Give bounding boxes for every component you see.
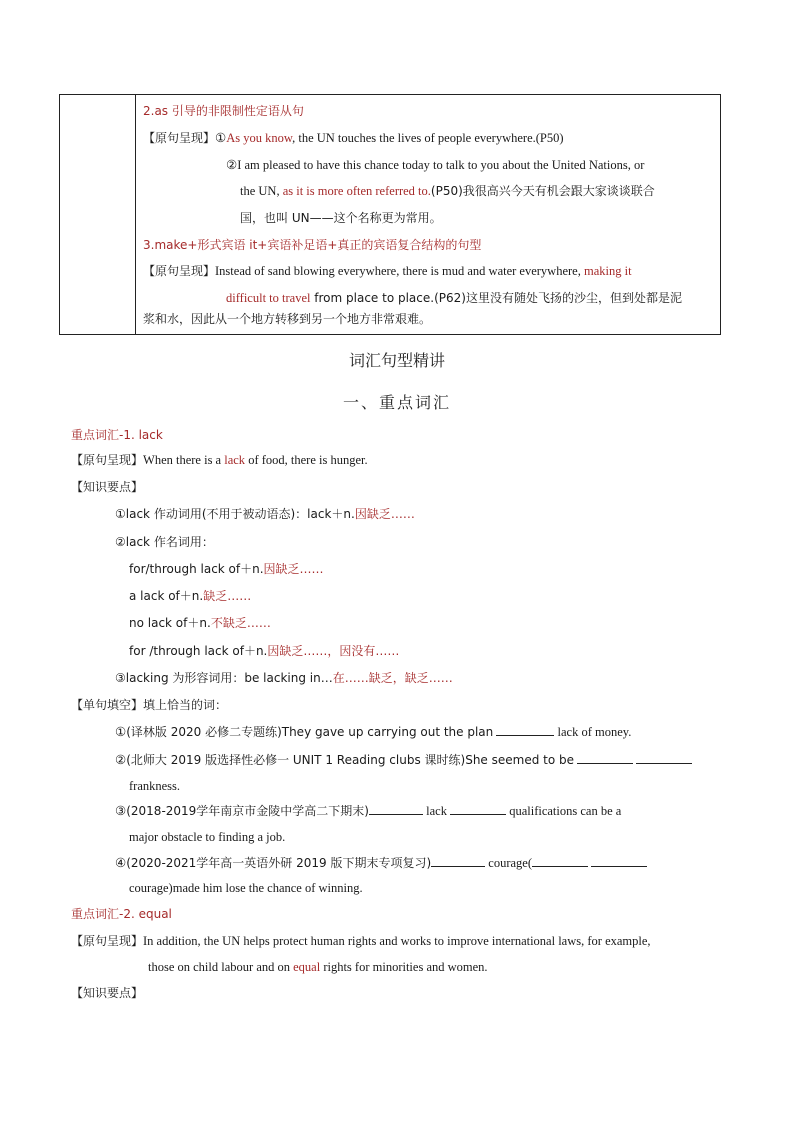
vocab1-original xyxy=(71,452,368,468)
vocab1-points-label: 【知识要点】 xyxy=(71,480,144,494)
p1-red: 因缺乏…… xyxy=(354,507,415,521)
q1-num: ① xyxy=(115,725,127,739)
main-heading: 词汇句型精讲 xyxy=(348,351,445,370)
q2-text: (北师大 2019 版选择性必修一 UNIT 1 Reading clubs 课时练)She seemed to be xyxy=(126,753,575,767)
q1-text: (译林版 2020 必修二专题练)They gave up carrying out the plan xyxy=(126,725,494,739)
s2-item2-line2 xyxy=(240,183,655,199)
question-2 xyxy=(115,752,692,768)
vocab1-point2 xyxy=(115,534,214,550)
vocab1-point3 xyxy=(115,670,453,686)
p2c-red: 不缺乏…… xyxy=(210,616,271,630)
q4-num: ④ xyxy=(115,856,127,870)
s3-label: 【原句呈现】 xyxy=(143,264,216,278)
q3-end: qualifications can be a xyxy=(506,804,622,818)
fill-instruction: 填上恰当的词： xyxy=(143,698,228,712)
s3-line2-red: difficult to travel xyxy=(226,291,311,305)
p2a-red: 因缺乏…… xyxy=(263,562,324,576)
vocab1-orig-start: When there is a xyxy=(143,453,225,467)
vocab1-point2d xyxy=(129,643,399,659)
q4-blank-2[interactable] xyxy=(532,855,588,867)
q4-mid: courage( xyxy=(485,856,533,870)
s2-item2-line3: 国，也叫 UN——这个名称更为常用。 xyxy=(240,211,442,225)
q3-blank-2[interactable] xyxy=(450,803,506,815)
p2d-text: for /through lack of＋n. xyxy=(129,644,268,658)
q4-text: (2020-2021学年高一英语外研 2019 版下期末专项复习) xyxy=(126,856,432,870)
question-4 xyxy=(115,855,647,871)
s2-item2-line2-red: as it is more often referred to. xyxy=(282,184,431,198)
q3-text: (2018-2019学年南京市金陵中学高二下期末) xyxy=(126,804,369,818)
s3-line1-start: Instead of sand blowing everywhere, there is mud and water everywhere, xyxy=(215,264,584,278)
vocab2-title: 重点词汇-2. equal xyxy=(71,907,172,921)
vocab1-title: 重点词汇-1. lack xyxy=(71,428,163,442)
p3-num: ③ xyxy=(115,671,126,685)
section3-title: 3.make+形式宾语 it+宾语补足语+真正的宾语复合结构的句型 xyxy=(143,238,482,252)
sub-heading: 一、重点词汇 xyxy=(342,393,451,412)
q3-mid: lack xyxy=(423,804,451,818)
s3-line2 xyxy=(226,290,682,306)
vocab2-original-line2 xyxy=(148,959,488,975)
s2-item1-rest: , the UN touches the lives of people everywhere.(P50) xyxy=(292,131,564,145)
question-3 xyxy=(115,803,621,819)
vocab2-orig-line1: In addition, the UN helps protect human rights and works to improve international laws, for example, xyxy=(143,934,651,948)
s3-line3: 浆和水，因此从一个地方转移到另一个地方非常艰难。 xyxy=(143,312,432,326)
s2-item2-line2-start: the UN, xyxy=(240,184,283,198)
vocab1-point2b xyxy=(129,588,251,604)
fill-label: 【单句填空】 xyxy=(71,698,144,712)
vocab2-orig-line2-red: equal xyxy=(293,960,321,974)
p1-num: ① xyxy=(115,507,126,521)
s3-line1-red: making it xyxy=(583,264,632,278)
s2-item1-num: ① xyxy=(215,131,227,145)
s2-item1 xyxy=(143,130,564,146)
p2d-red: 因缺乏……，因没有…… xyxy=(267,644,400,658)
vocab2-original-line1 xyxy=(71,933,651,949)
q1-blank[interactable] xyxy=(496,724,554,736)
p2b-red: 缺乏…… xyxy=(203,589,252,603)
q3-num: ③ xyxy=(115,804,127,818)
p3-red: 在……缺乏，缺乏…… xyxy=(332,671,453,685)
q2-blank-1[interactable] xyxy=(577,752,633,764)
table-column-divider xyxy=(135,94,136,335)
vocab1-orig-red: lack xyxy=(224,453,246,467)
q4-cont: courage)made him lose the chance of winning. xyxy=(129,881,363,895)
vocab1-fill xyxy=(71,697,227,713)
vocab2-orig-label: 【原句呈现】 xyxy=(71,934,144,948)
s3-line2-rest: from place to place.(P62)这里没有随处飞扬的沙尘，但到处都是泥 xyxy=(310,291,682,305)
q2-num: ② xyxy=(115,753,127,767)
q3-cont: major obstacle to finding a job. xyxy=(129,830,286,844)
q3-blank-1[interactable] xyxy=(369,803,423,815)
q2-cont: frankness. xyxy=(129,779,181,793)
vocab1-point1 xyxy=(115,506,415,522)
vocab1-orig-label: 【原句呈现】 xyxy=(71,453,144,467)
q4-blank-1[interactable] xyxy=(431,855,485,867)
question-1 xyxy=(115,724,631,740)
vocab1-point2c xyxy=(129,615,271,631)
vocab1-point2a xyxy=(129,561,324,577)
q4-blank-3[interactable] xyxy=(591,855,647,867)
p2a-text: for/through lack of＋n. xyxy=(129,562,264,576)
s2-label: 【原句呈现】 xyxy=(143,131,216,145)
vocab2-points-label: 【知识要点】 xyxy=(71,986,144,1000)
vocab2-orig-line2-start: those on child labour and on xyxy=(148,960,294,974)
section2-title: 2.as 引导的非限制性定语从句 xyxy=(143,104,304,118)
s3-line1 xyxy=(143,263,632,279)
p2c-text: no lack of＋n. xyxy=(129,616,211,630)
s2-item2-line1 xyxy=(226,157,644,173)
s2-item2-num: ② xyxy=(226,158,238,172)
p2b-text: a lack of＋n. xyxy=(129,589,204,603)
vocab1-orig-end: of food, there is hunger. xyxy=(245,453,368,467)
q2-blank-2[interactable] xyxy=(636,752,692,764)
p3-text: lacking 为形容词用：be lacking in… xyxy=(125,671,333,685)
vocab2-orig-line2-end: rights for minorities and women. xyxy=(320,960,488,974)
q1-end: lack of money. xyxy=(554,725,632,739)
p2-text: lack 作名词用： xyxy=(125,535,214,549)
s2-item1-red: As you know xyxy=(226,131,293,145)
p2-num: ② xyxy=(115,535,126,549)
s2-item2-line1-text: I am pleased to have this chance today to talk to you about the United Nations, or xyxy=(237,158,645,172)
p1-text: lack 作动词用(不用于被动语态)：lack＋n. xyxy=(125,507,355,521)
s2-item2-line2-rest: (P50)我很高兴今天有机会跟大家谈谈联合 xyxy=(430,184,655,198)
